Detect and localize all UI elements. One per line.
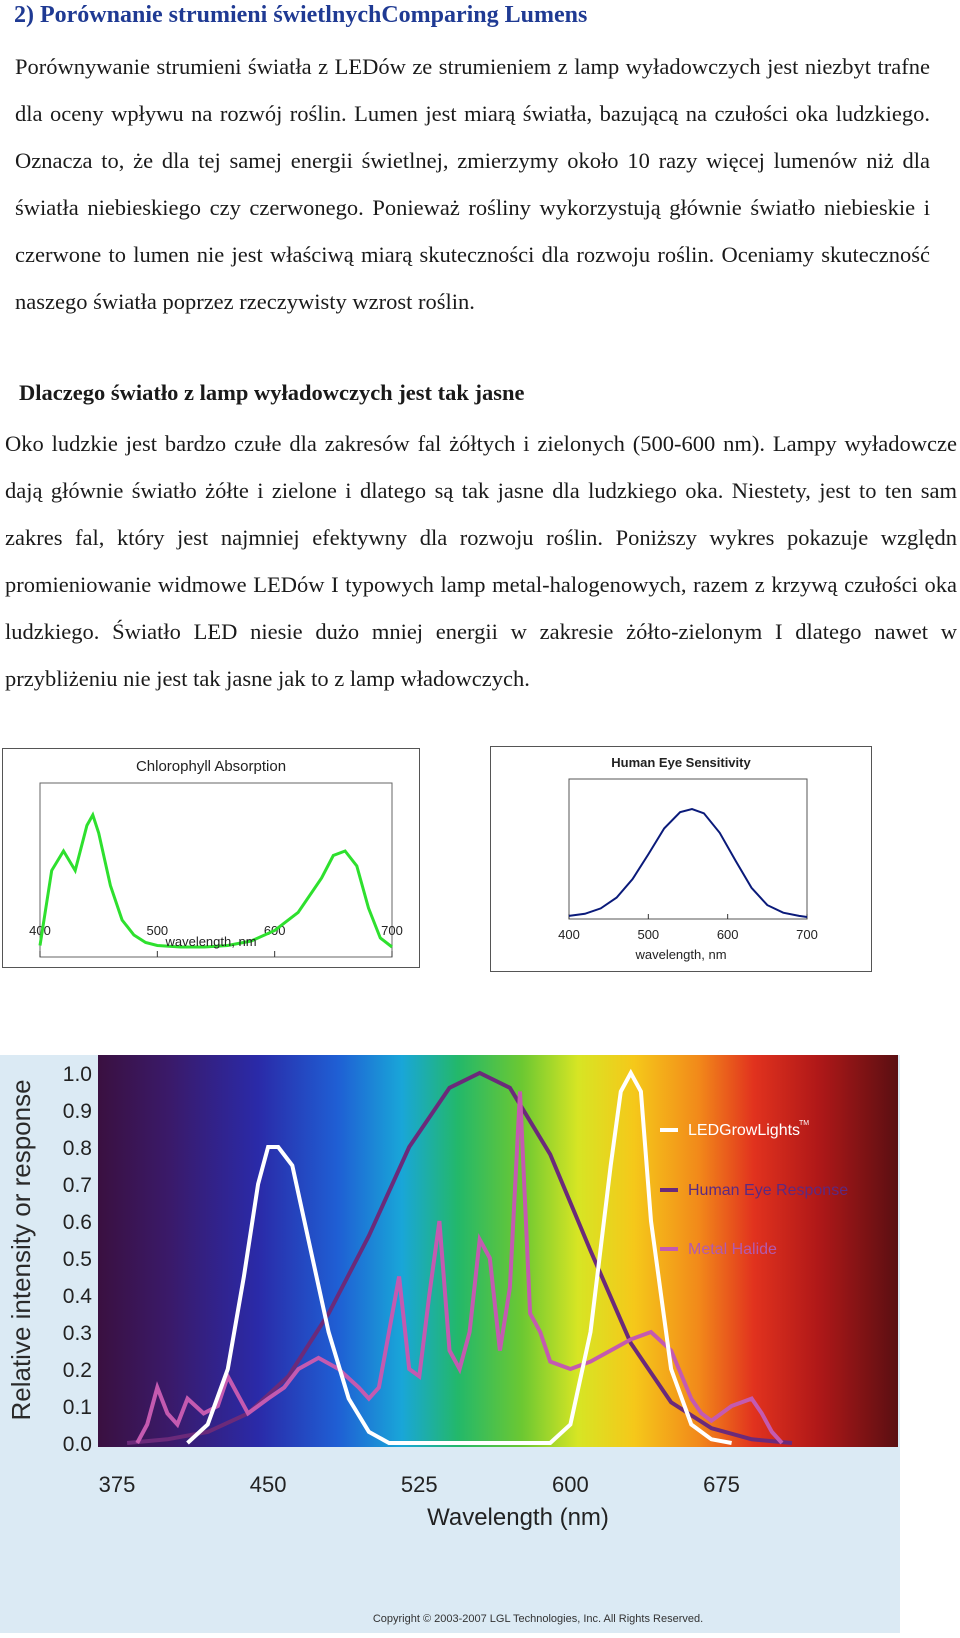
spectrum-chart-frame [0, 1055, 960, 1633]
eye-sensitivity-chart-frame [490, 746, 872, 972]
legend-led-trademark: TM [799, 1120, 810, 1127]
eye-x-tick-label: 400 [558, 927, 580, 942]
chlorophyll-x-tick-label: 500 [146, 923, 169, 938]
chlorophyll-chart-title: Chlorophyll Absorption [135, 758, 287, 775]
spectrum-x-tick-label: 525 [400, 1472, 438, 1497]
eye-sensitivity-chart [491, 747, 871, 971]
spectrum-y-tick-label: 0.1 [62, 1396, 92, 1419]
spectrum-x-tick-label: 600 [552, 1472, 589, 1497]
intro-paragraph: Porównywanie strumieni światła z LEDów ze strumieniem z lamp wyładowczych jest niezbyt trafne dla oceny wpływu na rozwój roślin. Lumen jest miarą światła, bazującą na czułości oka ludzkiego. Oznacza to, że dla tej samej energii świetlnej, zmierzymy około 10 razy więcej lumenów niż dla światła niebieskiego czy czerwonego. Ponieważ rośliny wykorzystują głównie światło niebieskie i czerwone to lumen nie jest właściwą miarą skuteczności dla rozwoju roślin. Oceniamy skuteczność naszego światła poprzez rzeczywisty wzrost roślin. [15, 54, 930, 314]
chlorophyll-series-line [40, 815, 392, 947]
spectrum-y-tick-label: 0.2 [62, 1359, 92, 1382]
eye-plot-area [569, 779, 807, 919]
spectrum-ylabel: Relative intensity or response [6, 1079, 36, 1421]
page-title: 2) Porównanie strumieni świetlnychComparing Lumens [14, 2, 588, 28]
spectrum-x-tick-label: 450 [249, 1472, 287, 1497]
eye-xlabel: wavelength, nm [635, 947, 727, 962]
spectrum-y-tick-label: 0.3 [62, 1322, 92, 1345]
copyright-note: Copyright © 2003-2007 LGL Technologies, Inc. All Rights Reserved. [372, 1613, 704, 1625]
spectrum-xlabel: Wavelength (nm) [427, 1504, 609, 1531]
spectrum-y-tick-label: 0.4 [62, 1285, 92, 1308]
chlorophyll-chart [3, 749, 419, 967]
chlorophyll-x-tick-label: 400 [29, 923, 51, 938]
spectrum-y-tick-label: 0.0 [62, 1433, 92, 1456]
legend-metal-label: Metal Halide [688, 1241, 777, 1258]
spectrum-y-tick-label: 1.0 [62, 1063, 92, 1086]
chlorophyll-xlabel: wavelength, nm [165, 934, 257, 949]
chlorophyll-plot-area [40, 783, 392, 957]
spectrum-y-tick-label: 0.8 [62, 1137, 92, 1160]
eye-x-tick-label: 500 [637, 927, 660, 942]
spectrum-band [98, 1055, 898, 1447]
chlorophyll-chart-frame [2, 748, 420, 968]
eye-chart-title: Human Eye Sensitivity [611, 755, 751, 770]
section-subtitle: Dlaczego światło z lamp wyładowczych jest tak jasne [19, 380, 525, 405]
eye-x-tick-label: 600 [716, 927, 739, 942]
legend-led-label: LEDGrowLights [688, 1122, 801, 1139]
spectrum-y-tick-label: 0.6 [62, 1211, 92, 1234]
chlorophyll-x-tick-label: 700 [381, 923, 403, 938]
spectrum-x-tick-label: 375 [98, 1472, 136, 1497]
eye-series-line [569, 809, 807, 917]
spectrum-y-tick-label: 0.7 [62, 1174, 92, 1197]
spectrum-chart [0, 1055, 960, 1633]
eye-x-tick-label: 700 [796, 927, 818, 942]
chlorophyll-x-tick-label: 600 [263, 923, 286, 938]
spectrum-y-tick-label: 0.9 [62, 1100, 92, 1123]
body-paragraph: Oko ludzkie jest bardzo czułe dla zakresów fal żółtych i zielonych (500-600 nm). Lampy wyładowcze dają głównie światło żółte i zielone i dlatego są tak jasne dla ludzkiego oka. Niestety, jest to ten sam zakres fal, który jest najmniej efektywny dla rozwoju roślin. Poniższy wykres pokazuje względn promieniowanie widmowe LEDów I typowych lamp metal-halogenowych, razem z krzywą czułości oka ludzkiego. Światło LED niesie dużo mniej energii w zakresie żółto-zielonym I dlatego nawet w przybliżeniu nie jest tak jasne jak to z lamp władowczych. [5, 431, 957, 691]
spectrum-y-tick-label: 0.5 [62, 1248, 92, 1271]
spectrum-x-tick-label: 675 [703, 1472, 740, 1497]
legend-eye-label: Human Eye Response [688, 1182, 849, 1199]
